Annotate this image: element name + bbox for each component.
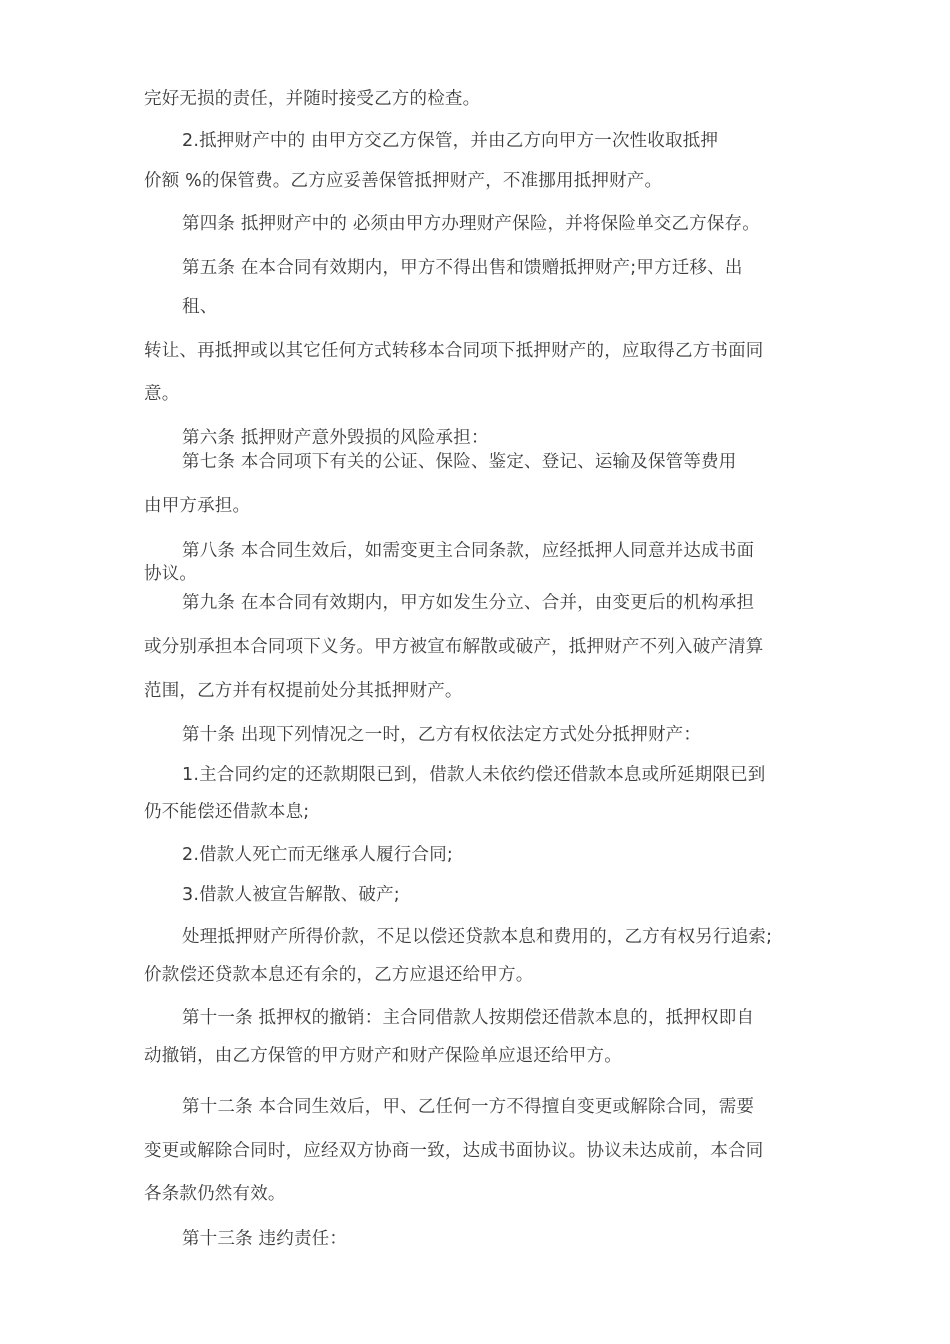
text-line: 第十二条 本合同生效后，甲、乙任何一方不得擅自变更或解除合同，需要 (182, 1097, 755, 1117)
text-line: 仍不能偿还借款本息; (144, 802, 310, 822)
text-line: 租、 (182, 297, 218, 317)
text-line: 各条款仍然有效。 (144, 1184, 286, 1204)
text-line: 范围，乙方并有权提前处分其抵押财产。 (144, 681, 463, 701)
text-line: 协议。 (144, 564, 198, 584)
text-line: 第八条 本合同生效后，如需变更主合同条款，应经抵押人同意并达成书面 (182, 541, 755, 561)
text-line: 变更或解除合同时，应经双方协商一致，达成书面协议。协议未达成前，本合同 (144, 1141, 764, 1161)
text-line: 意。 (144, 384, 180, 404)
text-line: 动撤销，由乙方保管的甲方财产和财产保险单应退还给甲方。 (144, 1046, 622, 1066)
text-line: 1.主合同约定的还款期限已到，借款人未依约偿还借款本息或所延期限已到 (182, 765, 766, 785)
text-line: 转让、再抵押或以其它任何方式转移本合同项下抵押财产的，应取得乙方书面同 (144, 341, 764, 361)
text-line: 2.借款人死亡而无继承人履行合同; (182, 845, 453, 865)
text-line: 处理抵押财产所得价款，不足以偿还贷款本息和费用的，乙方有权另行追索; (182, 927, 773, 947)
text-line: 第五条 在本合同有效期内，甲方不得出售和馈赠抵押财产;甲方迁移、出 (182, 258, 743, 278)
text-line: 价款偿还贷款本息还有余的，乙方应退还给甲方。 (144, 965, 534, 985)
text-line: 价额 %的保管费。乙方应妥善保管抵押财产，不准挪用抵押财产。 (144, 171, 663, 191)
text-line: 第四条 抵押财产中的 必须由甲方办理财产保险，并将保险单交乙方保存。 (182, 214, 760, 234)
text-line: 第十条 出现下列情况之一时，乙方有权依法定方式处分抵押财产： (182, 725, 702, 745)
text-line: 第九条 在本合同有效期内，甲方如发生分立、合并，由变更后的机构承担 (182, 593, 755, 613)
text-line: 3.借款人被宣告解散、破产; (182, 885, 400, 905)
text-line: 第六条 抵押财产意外毁损的风险承担： (182, 428, 489, 448)
text-line: 完好无损的责任，并随时接受乙方的检查。 (144, 89, 481, 109)
text-line: 2.抵押财产中的 由甲方交乙方保管，并由乙方向甲方一次性收取抵押 (182, 131, 719, 151)
text-line: 或分别承担本合同项下义务。甲方被宣布解散或破产，抵押财产不列入破产清算 (144, 637, 764, 657)
text-line: 由甲方承担。 (144, 496, 251, 516)
text-line: 第七条 本合同项下有关的公证、保险、鉴定、登记、运输及保管等费用 (182, 452, 737, 472)
text-line: 第十一条 抵押权的撤销：主合同借款人按期偿还借款本息的，抵押权即自 (182, 1008, 755, 1028)
text-line: 第十三条 违约责任： (182, 1229, 348, 1249)
